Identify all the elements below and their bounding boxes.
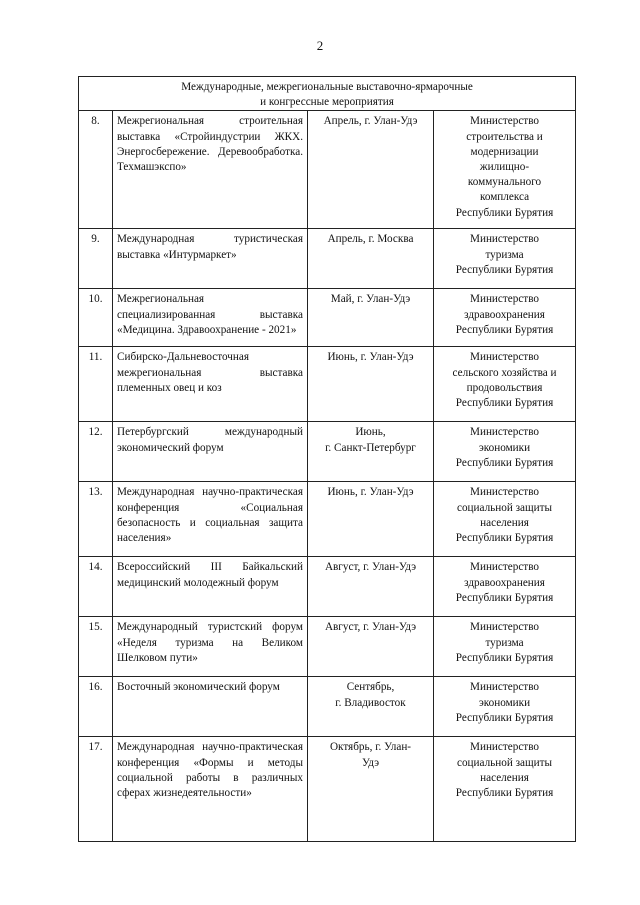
date-line: г. Санкт-Петербург (325, 441, 416, 454)
event-name: Международная научно-практическая конференция «Социальная безопасность и социальная защита населения» (113, 482, 308, 557)
event-name: Межрегиональная строительная выставка «Стройиндустрии ЖКХ. Энергосбережение. Деревообработка. Техмашэкспо» (113, 111, 308, 229)
responsible-organization (434, 482, 576, 557)
date-line: Апрель, г. Москва (327, 233, 414, 246)
table-row (79, 111, 576, 229)
event-date-place (308, 557, 434, 617)
event-name: Всероссийский III Байкальский медицинский молодежный форум (113, 557, 308, 617)
table-row (79, 422, 576, 482)
event-name: Международная туристическая выставка «Интурмаркет» (113, 229, 308, 289)
event-date-place (308, 422, 434, 482)
row-number: 13. (79, 482, 113, 557)
table-row (79, 229, 576, 289)
organization-line: Министерство (470, 486, 539, 499)
table-row (79, 737, 576, 842)
organization-line: строительства и (466, 130, 543, 143)
organization-line: сельского хозяйства и (452, 366, 557, 379)
organization-line: экономики (478, 696, 531, 709)
row-number: 11. (79, 347, 113, 422)
row-number: 17. (79, 737, 113, 842)
event-date-place (308, 677, 434, 737)
section-title-line-1: Международные, межрегиональные выставочно-ярмарочные (181, 81, 473, 93)
date-line: Октябрь, г. Улан- (329, 741, 412, 754)
organization-line: модернизации (470, 145, 539, 158)
organization-line: Республики Бурятия (455, 711, 554, 724)
event-name: Петербургский международный экономический форум (113, 422, 308, 482)
event-name: Международная научно-практическая конференция «Формы и методы социальной работы в различных сферах жизнедеятельности» (113, 737, 308, 842)
row-number: 12. (79, 422, 113, 482)
organization-line: Республики Бурятия (455, 532, 554, 545)
row-number: 15. (79, 617, 113, 677)
events-table-body (79, 77, 576, 842)
date-line: Июнь, (355, 426, 386, 439)
organization-line: здравоохранения (464, 576, 545, 589)
organization-line: комплекса (479, 191, 530, 204)
organization-line: Республики Бурятия (455, 323, 554, 336)
responsible-organization (434, 289, 576, 347)
organization-line: Республики Бурятия (455, 263, 554, 276)
section-title (79, 77, 576, 111)
organization-line: Республики Бурятия (455, 397, 554, 410)
date-line: Июнь, г. Улан-Удэ (327, 486, 414, 499)
organization-line: Министерство (470, 351, 539, 364)
organization-line: жилищно- (479, 161, 530, 174)
date-line: Июнь, г. Улан-Удэ (327, 351, 414, 364)
event-date-place (308, 289, 434, 347)
responsible-organization (434, 347, 576, 422)
organization-line: Министерство (470, 741, 539, 754)
event-name: Сибирско-Дальневосточная межрегиональная выставка племенных овец и коз (113, 347, 308, 422)
section-header-row (79, 77, 576, 111)
organization-line: туризма (485, 248, 524, 261)
event-date-place (308, 737, 434, 842)
organization-line: Министерство (470, 426, 539, 439)
organization-line: социальной защиты (456, 756, 553, 769)
date-line: Апрель, г. Улан-Удэ (323, 115, 418, 128)
responsible-organization (434, 422, 576, 482)
table-row (79, 289, 576, 347)
event-name: Международный туристский форум «Неделя туризма на Великом Шелковом пути» (113, 617, 308, 677)
date-line: Удэ (361, 756, 380, 769)
organization-line: Министерство (470, 561, 539, 574)
event-date-place (308, 482, 434, 557)
responsible-organization (434, 111, 576, 229)
organization-line: Республики Бурятия (455, 206, 554, 219)
row-number: 16. (79, 677, 113, 737)
organization-line: экономики (478, 441, 531, 454)
organization-line: здравоохранения (464, 308, 545, 321)
organization-line: населения (480, 516, 529, 529)
table-row (79, 617, 576, 677)
organization-line: Министерство (470, 115, 539, 128)
event-name: Межрегиональная специализированная выставка «Медицина. Здравоохранение - 2021» (113, 289, 308, 347)
organization-line: населения (480, 771, 529, 784)
table-row (79, 677, 576, 737)
date-line: Август, г. Улан-Удэ (324, 621, 417, 634)
event-name: Восточный экономический форум (113, 677, 308, 737)
date-line: Август, г. Улан-Удэ (324, 561, 417, 574)
table-row (79, 482, 576, 557)
row-number: 14. (79, 557, 113, 617)
event-date-place (308, 347, 434, 422)
organization-line: коммунального (467, 176, 542, 189)
organization-line: Республики Бурятия (455, 591, 554, 604)
row-number: 10. (79, 289, 113, 347)
event-date-place (308, 111, 434, 229)
date-line: Май, г. Улан-Удэ (330, 293, 411, 306)
table-row (79, 557, 576, 617)
organization-line: Министерство (470, 621, 539, 634)
table-row (79, 347, 576, 422)
responsible-organization (434, 229, 576, 289)
responsible-organization (434, 557, 576, 617)
page-number: 2 (316, 38, 324, 53)
organization-line: Министерство (470, 233, 539, 246)
row-number: 9. (79, 229, 113, 289)
responsible-organization (434, 677, 576, 737)
organization-line: Министерство (470, 293, 539, 306)
events-table (78, 76, 576, 842)
date-line: Сентябрь, (346, 681, 395, 694)
section-title-line-2: и конгрессные мероприятия (260, 96, 394, 109)
organization-line: Республики Бурятия (455, 651, 554, 664)
responsible-organization (434, 617, 576, 677)
organization-line: Республики Бурятия (455, 456, 554, 469)
event-date-place (308, 229, 434, 289)
row-number: 8. (79, 111, 113, 229)
organization-line: Республики Бурятия (455, 787, 554, 800)
organization-line: продовольствия (466, 381, 543, 394)
organization-line: туризма (485, 636, 524, 649)
responsible-organization (434, 737, 576, 842)
date-line: г. Владивосток (335, 696, 406, 709)
event-date-place (308, 617, 434, 677)
organization-line: социальной защиты (456, 501, 553, 514)
organization-line: Министерство (470, 681, 539, 694)
